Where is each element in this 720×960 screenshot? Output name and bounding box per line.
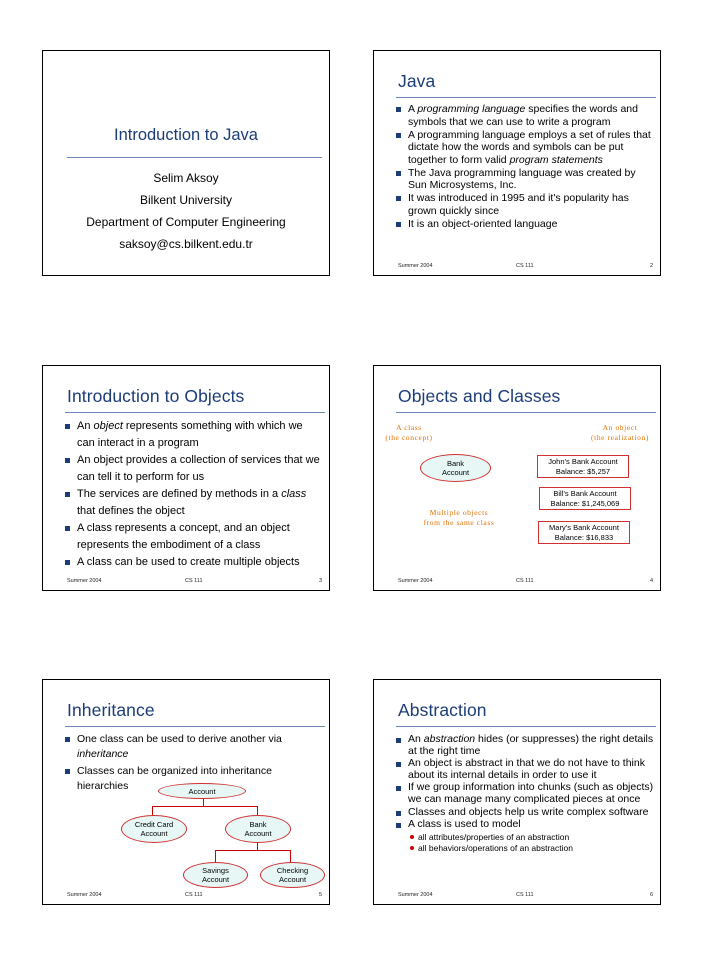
slide-title: Objects and Classes — [398, 386, 561, 406]
tree-node-savings-account: Savings Account — [183, 862, 248, 888]
bullet-item: A class can be used to create multiple objects — [65, 554, 323, 571]
object-box-bill: Bill’s Bank Account Balance: $1,245,069 — [539, 487, 631, 510]
department-name: Department of Computer Engineering — [86, 215, 286, 229]
slide-title: Abstraction — [398, 700, 487, 720]
bullet-item: It is an object-oriented language — [396, 218, 654, 231]
tree-node-bank-account: Bank Account — [225, 815, 291, 843]
bullet-list — [65, 418, 323, 571]
author-email: saksoy@cs.bilkent.edu.tr — [119, 237, 253, 251]
page-number: 5 — [318, 892, 322, 898]
object-caption: An object (the realization) — [591, 423, 649, 442]
tree-node-checking-account: Checking Account — [260, 862, 325, 888]
tree-connector — [152, 806, 258, 807]
page-number: 2 — [649, 263, 653, 269]
page-number: 4 — [649, 578, 653, 584]
bullet-item: A programming language employs a set of rules that dictate how the words and symbols can be put together to form valid program statements — [396, 129, 654, 167]
bullet-item: An object represents something with which we can interact in a program — [65, 418, 323, 452]
object-box-john: John’s Bank Account Balance: $5,257 — [537, 455, 629, 478]
tree-connector — [215, 850, 291, 851]
bullet-item: If we group information into chunks (such as objects) we can manage many complicated pieces at once — [396, 782, 654, 805]
bullet-item: The Java programming language was created by Sun Microsystems, Inc. — [396, 167, 654, 192]
bullet-item: An object provides a collection of services that we can tell it to perform for us — [65, 452, 323, 486]
bullet-item: A class represents a concept, and an object represents the embodiment of a class — [65, 520, 323, 554]
bullet-item: An abstraction hides (or suppresses) the right details at the right time — [396, 734, 654, 757]
bullet-list — [396, 734, 654, 855]
slide-title: Inheritance — [67, 700, 155, 720]
title-divider — [396, 726, 656, 727]
bullet-item: One class can be used to derive another via inheritance — [65, 732, 289, 761]
slide-title: Introduction to Java — [113, 126, 258, 144]
sub-bullet-item: all attributes/properties of an abstraction — [408, 832, 654, 843]
slide-title: Java — [398, 71, 436, 91]
slide-3-introduction-to-objects: Introduction to Objects An object represents something with which we can interact in a program An object provides a collection of services that we can tell it to perform for us The services are defined by methods in a class that defines the object A class represents a concept, and an object represents the embodiment of a class A class can be used to create multiple objects Summer 2004 CS 111 3 — [42, 365, 330, 591]
page-number: 6 — [649, 892, 653, 898]
page-number: 3 — [318, 578, 322, 584]
class-caption: A class (the concept) — [385, 423, 433, 442]
bullet-item: A programming language specifies the words and symbols that we can use to write a program — [396, 103, 654, 128]
tree-node-account: Account — [158, 783, 246, 799]
slide-5-inheritance: Inheritance One class can be used to derive another via inheritance Classes can be organized into inheritance hierarchies Account Credit Card Account Bank Account Savings Account Checking Account Summer 2004 CS 111 5 — [42, 679, 330, 905]
slide-1-title — [42, 50, 330, 276]
sub-bullet-item: all behaviors/operations of an abstraction — [408, 843, 654, 854]
title-divider — [65, 412, 325, 413]
title-divider — [65, 726, 325, 727]
sub-bullet-list — [408, 832, 654, 854]
multiple-objects-caption: Multiple objects from the same class — [423, 508, 495, 527]
title-divider — [396, 412, 656, 413]
bullet-item: It was introduced in 1995 and it's popularity has grown quickly since — [396, 192, 654, 217]
object-box-mary: Mary’s Bank Account Balance: $16,833 — [538, 521, 630, 544]
bullet-item: Classes can be organized into inheritance hierarchies — [65, 764, 289, 793]
title-divider — [396, 97, 656, 98]
bullet-item: Classes and objects help us write complex software — [396, 807, 654, 819]
slide-6-abstraction: Abstraction An abstraction hides (or suppresses) the right details at the right time An object is abstract in that we do not have to think about its internal details in order to use it If we group information into chunks (such as objects) we can manage many complicated pieces at once Classes and objects help us write complex software A class is used to model all attributes/properties of an abstraction all behaviors/operations of an abstraction Summer 2004 CS 111 6 — [373, 679, 661, 905]
class-node-bank-account: Bank Account — [420, 454, 491, 482]
bullet-item: An object is abstract in that we do not have to think about its internal details in order to use it — [396, 758, 654, 781]
slide-title: Introduction to Objects — [67, 386, 245, 406]
slide-4-objects-and-classes: Objects and Classes A class (the concept) An object (the realization) Multiple objects from the same class Bank Account John’s Bank Account Balance: $5,257 Bill’s Bank Account Balance: $1,245,069 Mary’s Bank Account Balance: $16,833 Summer 2004 CS 111 4 — [373, 365, 661, 591]
author-name: Selim Aksoy — [153, 171, 219, 185]
university-name: Bilkent University — [139, 193, 233, 207]
title-divider — [67, 157, 322, 158]
tree-node-credit-card-account: Credit Card Account — [121, 815, 187, 843]
bullet-item: The services are defined by methods in a class that defines the object — [65, 486, 323, 520]
bullet-list — [396, 103, 654, 231]
bullet-item: A class is used to model all attributes/properties of an abstraction all behaviors/operations of an abstraction — [396, 819, 654, 854]
slide-2-java: Java A programming language specifies the words and symbols that we can use to write a program A programming language employs a set of rules that dictate how the words and symbols can be put together to form valid program statements The Java programming language was created by Sun Microsystems, Inc. It was introduced in 1995 and it's popularity has grown quickly since It is an object-oriented language Summer 2004 CS 111 2 — [373, 50, 661, 276]
